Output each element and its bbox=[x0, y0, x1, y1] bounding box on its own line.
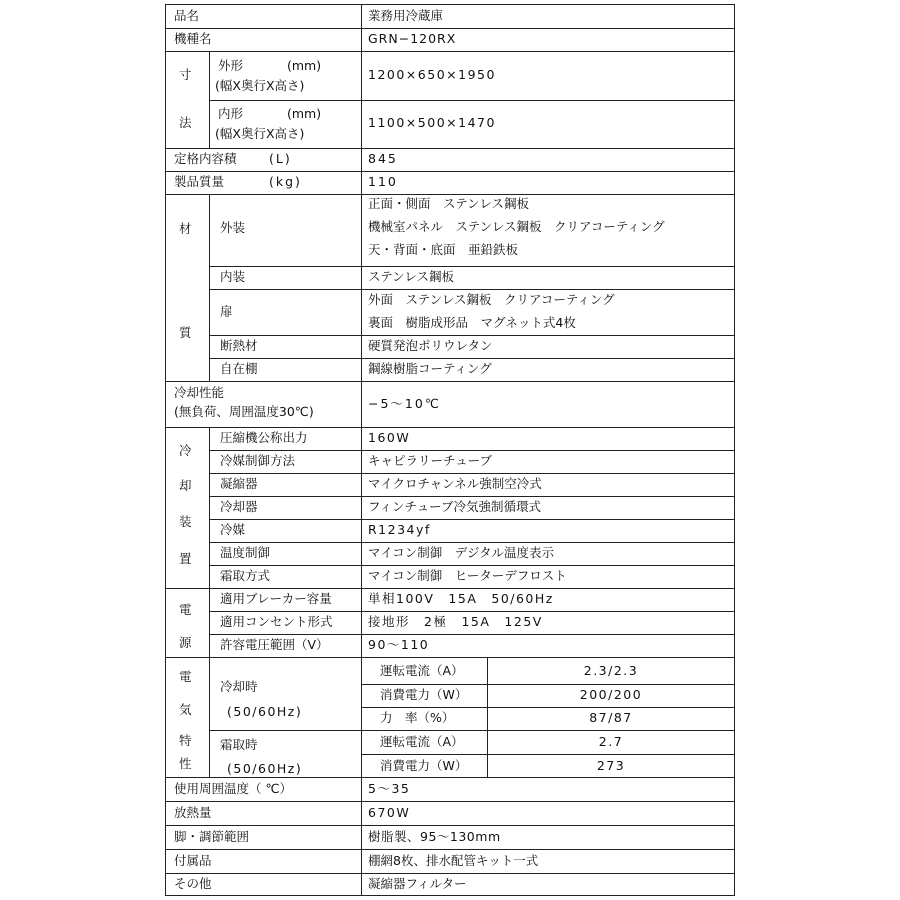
cooling-unit-group-char-2: 却 bbox=[179, 478, 192, 493]
cooling-pf-label: 力 率（%） bbox=[380, 710, 455, 725]
exterior-line-1: 正面・側面 ステンレス鋼板 bbox=[368, 196, 529, 211]
door-line-2: 裏面 樹脂成形品 マグネット式4枚 bbox=[368, 315, 576, 330]
defrost-current-value: 2.7 bbox=[598, 734, 624, 749]
electrical-group-char-2: 気 bbox=[179, 702, 192, 717]
other-label: その他 bbox=[174, 876, 212, 891]
defrost-method-value: マイコン制御 ヒーターデフロスト bbox=[368, 568, 567, 583]
cooling-current-value: 2.3/2.3 bbox=[583, 663, 639, 678]
refrigerant-label: 冷媒 bbox=[220, 522, 246, 537]
compressor-label: 圧縮機公称出力 bbox=[220, 430, 308, 445]
weight-unit: (kg) bbox=[269, 174, 302, 189]
defrost-method-label: 霜取方式 bbox=[220, 568, 271, 583]
spec-table bbox=[165, 4, 735, 896]
outer-dim-unit: (mm) bbox=[287, 58, 322, 73]
refrigerant-control-value: キャピラリーチューブ bbox=[368, 453, 493, 468]
accessories-value: 棚網8枚、排水配管キット一式 bbox=[368, 853, 539, 868]
product-name-label: 品名 bbox=[174, 8, 200, 23]
cooling-current-label: 運転電流（A） bbox=[380, 663, 464, 678]
evaporator-value: フィンチューブ冷気強制循環式 bbox=[368, 499, 542, 514]
cooling-pf-value: 87/87 bbox=[589, 710, 633, 725]
refrigerant-value: R1234yf bbox=[368, 522, 431, 537]
evaporator-label: 冷却器 bbox=[220, 499, 258, 514]
heat-label: 放熱量 bbox=[174, 805, 212, 820]
interior-label: 内装 bbox=[220, 269, 246, 284]
model-value: GRN−120RX bbox=[368, 31, 457, 46]
other-value: 凝縮器フィルター bbox=[368, 876, 467, 891]
breaker-value: 単相100V 15A 50/60Hz bbox=[368, 591, 554, 606]
material-group-char-2: 質 bbox=[179, 325, 192, 340]
shelf-label: 自在棚 bbox=[220, 361, 258, 376]
dimensions-group-char-1: 寸 bbox=[179, 67, 192, 82]
compressor-value: 160W bbox=[368, 430, 411, 445]
condenser-label: 凝縮器 bbox=[220, 476, 258, 491]
cooling-power-value: 200/200 bbox=[579, 687, 643, 702]
electrical-group-char-1: 電 bbox=[179, 669, 192, 684]
power-group-char-1: 電 bbox=[179, 602, 192, 617]
electrical-group-char-4: 性 bbox=[179, 756, 192, 771]
cooling-mode-sub: (50/60Hz) bbox=[227, 704, 303, 719]
refrigerant-control-label: 冷媒制御方法 bbox=[220, 453, 296, 468]
breaker-label: 適用ブレーカー容量 bbox=[220, 591, 332, 606]
ambient-temp-value: 5〜35 bbox=[368, 781, 411, 796]
outer-dim-label: 外形 bbox=[218, 58, 244, 73]
exterior-line-2: 機械室パネル ステンレス鋼板 クリアコーティング bbox=[368, 219, 665, 234]
outer-dim-sub: (幅X奥行X高さ) bbox=[215, 78, 305, 93]
defrost-power-value: 273 bbox=[596, 758, 626, 773]
defrost-mode-sub: (50/60Hz) bbox=[227, 761, 303, 776]
legs-value: 樹脂製、95〜130mm bbox=[368, 829, 501, 844]
cooling-mode-label: 冷却時 bbox=[220, 679, 258, 694]
exterior-line-3: 天・背面・底面 亜鉛鉄板 bbox=[368, 242, 519, 257]
capacity-label: 定格内容積 bbox=[174, 151, 237, 166]
defrost-current-label: 運転電流（A） bbox=[380, 734, 464, 749]
ambient-temp-label: 使用周囲温度（ ℃） bbox=[174, 781, 293, 796]
cooling-performance-value: −5〜10℃ bbox=[368, 396, 441, 411]
voltage-range-label: 許容電圧範囲（V） bbox=[220, 637, 329, 652]
inner-dim-label: 内形 bbox=[218, 106, 244, 121]
electrical-group-char-3: 特 bbox=[179, 733, 192, 748]
heat-value: 670W bbox=[368, 805, 411, 820]
voltage-range-value: 90〜110 bbox=[368, 637, 430, 652]
model-label: 機種名 bbox=[174, 31, 212, 46]
weight-value: 110 bbox=[368, 174, 398, 189]
defrost-power-label: 消費電力（W） bbox=[380, 758, 468, 773]
material-group-char-1: 材 bbox=[179, 221, 192, 236]
outer-dim-value: 1200×650×1950 bbox=[368, 67, 496, 82]
cooling-power-label: 消費電力（W） bbox=[380, 687, 468, 702]
shelf-value: 鋼線樹脂コーティング bbox=[368, 361, 492, 376]
cooling-unit-group-char-4: 置 bbox=[179, 551, 192, 566]
cooling-performance-sub: (無負荷、周囲温度30℃) bbox=[174, 404, 314, 419]
power-group-char-2: 源 bbox=[179, 635, 192, 650]
inner-dim-value: 1100×500×1470 bbox=[368, 115, 496, 130]
defrost-mode-label: 霜取時 bbox=[220, 737, 258, 752]
outlet-value: 接地形 2極 15A 125V bbox=[368, 614, 543, 629]
insulation-label: 断熱材 bbox=[220, 338, 258, 353]
temp-control-value: マイコン制御 デジタル温度表示 bbox=[368, 545, 555, 560]
outlet-label: 適用コンセント形式 bbox=[220, 614, 333, 629]
inner-dim-sub: (幅X奥行X高さ) bbox=[215, 126, 305, 141]
cooling-performance-label: 冷却性能 bbox=[174, 385, 225, 400]
condenser-value: マイクロチャンネル強制空冷式 bbox=[368, 476, 542, 491]
capacity-value: 845 bbox=[368, 151, 398, 166]
weight-label: 製品質量 bbox=[174, 174, 225, 189]
capacity-unit: (L) bbox=[269, 151, 292, 166]
dimensions-group-char-2: 法 bbox=[179, 115, 192, 130]
accessories-label: 付属品 bbox=[174, 853, 212, 868]
cooling-unit-group-char-3: 装 bbox=[179, 514, 192, 529]
interior-value: ステンレス鋼板 bbox=[368, 269, 454, 284]
exterior-label: 外装 bbox=[220, 220, 246, 235]
product-name-value: 業務用冷蔵庫 bbox=[368, 8, 444, 23]
inner-dim-unit: (mm) bbox=[287, 106, 322, 121]
legs-label: 脚・調節範囲 bbox=[174, 829, 250, 844]
cooling-unit-group-char-1: 冷 bbox=[179, 443, 192, 458]
insulation-value: 硬質発泡ポリウレタン bbox=[368, 338, 493, 353]
temp-control-label: 温度制御 bbox=[220, 545, 271, 560]
door-line-1: 外面 ステンレス鋼板 クリアコーティング bbox=[368, 292, 615, 307]
door-label: 扉 bbox=[220, 304, 233, 319]
